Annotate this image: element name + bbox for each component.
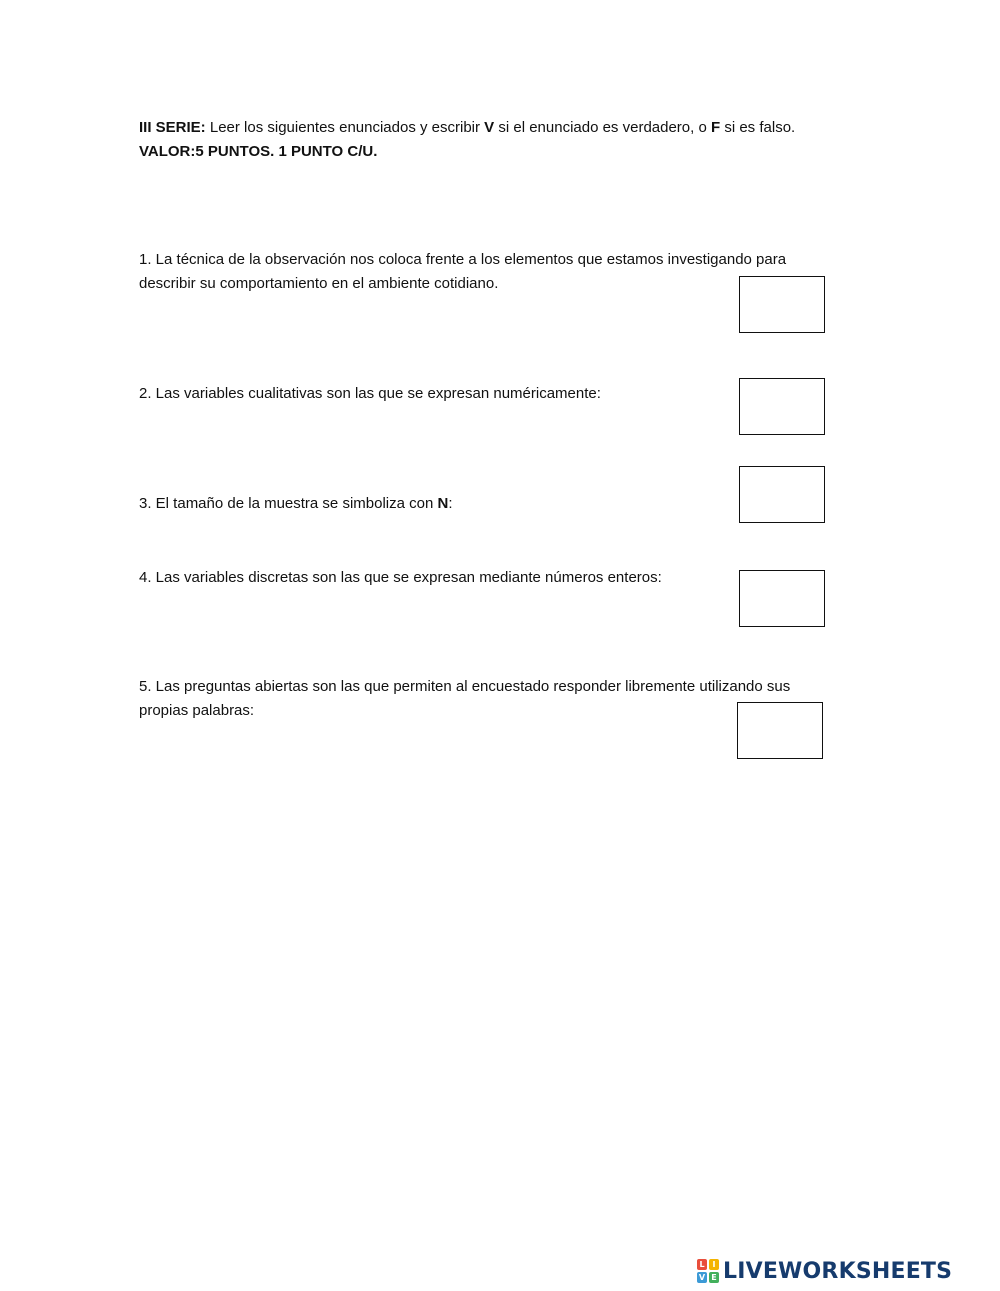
question-3 [139,492,453,516]
question-1 [139,248,786,296]
question-5-line-2: propias palabras: [139,702,255,719]
logo-mark-letter: L [697,1259,707,1270]
logo-mark-icon [697,1259,719,1283]
logo-mark-letter: I [709,1259,719,1270]
answer-input-1[interactable] [740,277,828,334]
answer-input-5[interactable] [738,703,826,760]
logo-mark-letter: V [698,1273,706,1282]
answer-box-1[interactable] [739,276,825,333]
instructions [139,116,859,164]
answer-box-5[interactable] [737,702,823,759]
question-2-line-1: 2. Las variables cualitativas son las que se expresan numéricamente: [139,385,601,402]
answer-input-3[interactable] [740,467,828,524]
answer-input-2[interactable] [740,379,828,436]
question-5-line-1: 5. Las preguntas abiertas son las que permiten al encuestado responder libremente utilizando sus [139,678,791,695]
question-3-text: 3. El tamaño de la muestra se simboliza con [139,495,438,512]
answer-input-4[interactable] [740,571,828,628]
instructions-text-2: si el enunciado es verdadero, o [494,119,711,136]
liveworksheets-logo [697,1256,952,1286]
logo-mark-letter: E [709,1272,719,1283]
question-5 [139,675,790,723]
score-value: VALOR:5 PUNTOS. 1 PUNTO C/U. [139,143,378,160]
series-label: III SERIE: [139,119,206,136]
question-3-colon: : [448,495,453,512]
instructions-text-1: Leer los siguientes enunciados y escribir [205,119,485,136]
question-4 [139,566,662,590]
false-letter: F [711,119,721,136]
answer-box-3[interactable] [739,466,825,523]
question-4-line-1: 4. Las variables discretas son las que se expresan mediante números enteros: [139,569,662,586]
instructions-text-3: si es falso. [720,119,796,136]
true-letter: V [484,119,495,136]
instructions-line [139,116,859,140]
question-1-line-1: 1. La técnica de la observación nos coloca frente a los elementos que estamos investigando para [139,251,787,268]
logo-text: LIVEWORKSHEETS [723,1258,953,1284]
question-2 [139,382,601,406]
question-3-symbol: N [437,495,449,512]
answer-box-2[interactable] [739,378,825,435]
answer-box-4[interactable] [739,570,825,627]
question-1-line-2: describir su comportamiento en el ambiente cotidiano. [139,275,499,292]
